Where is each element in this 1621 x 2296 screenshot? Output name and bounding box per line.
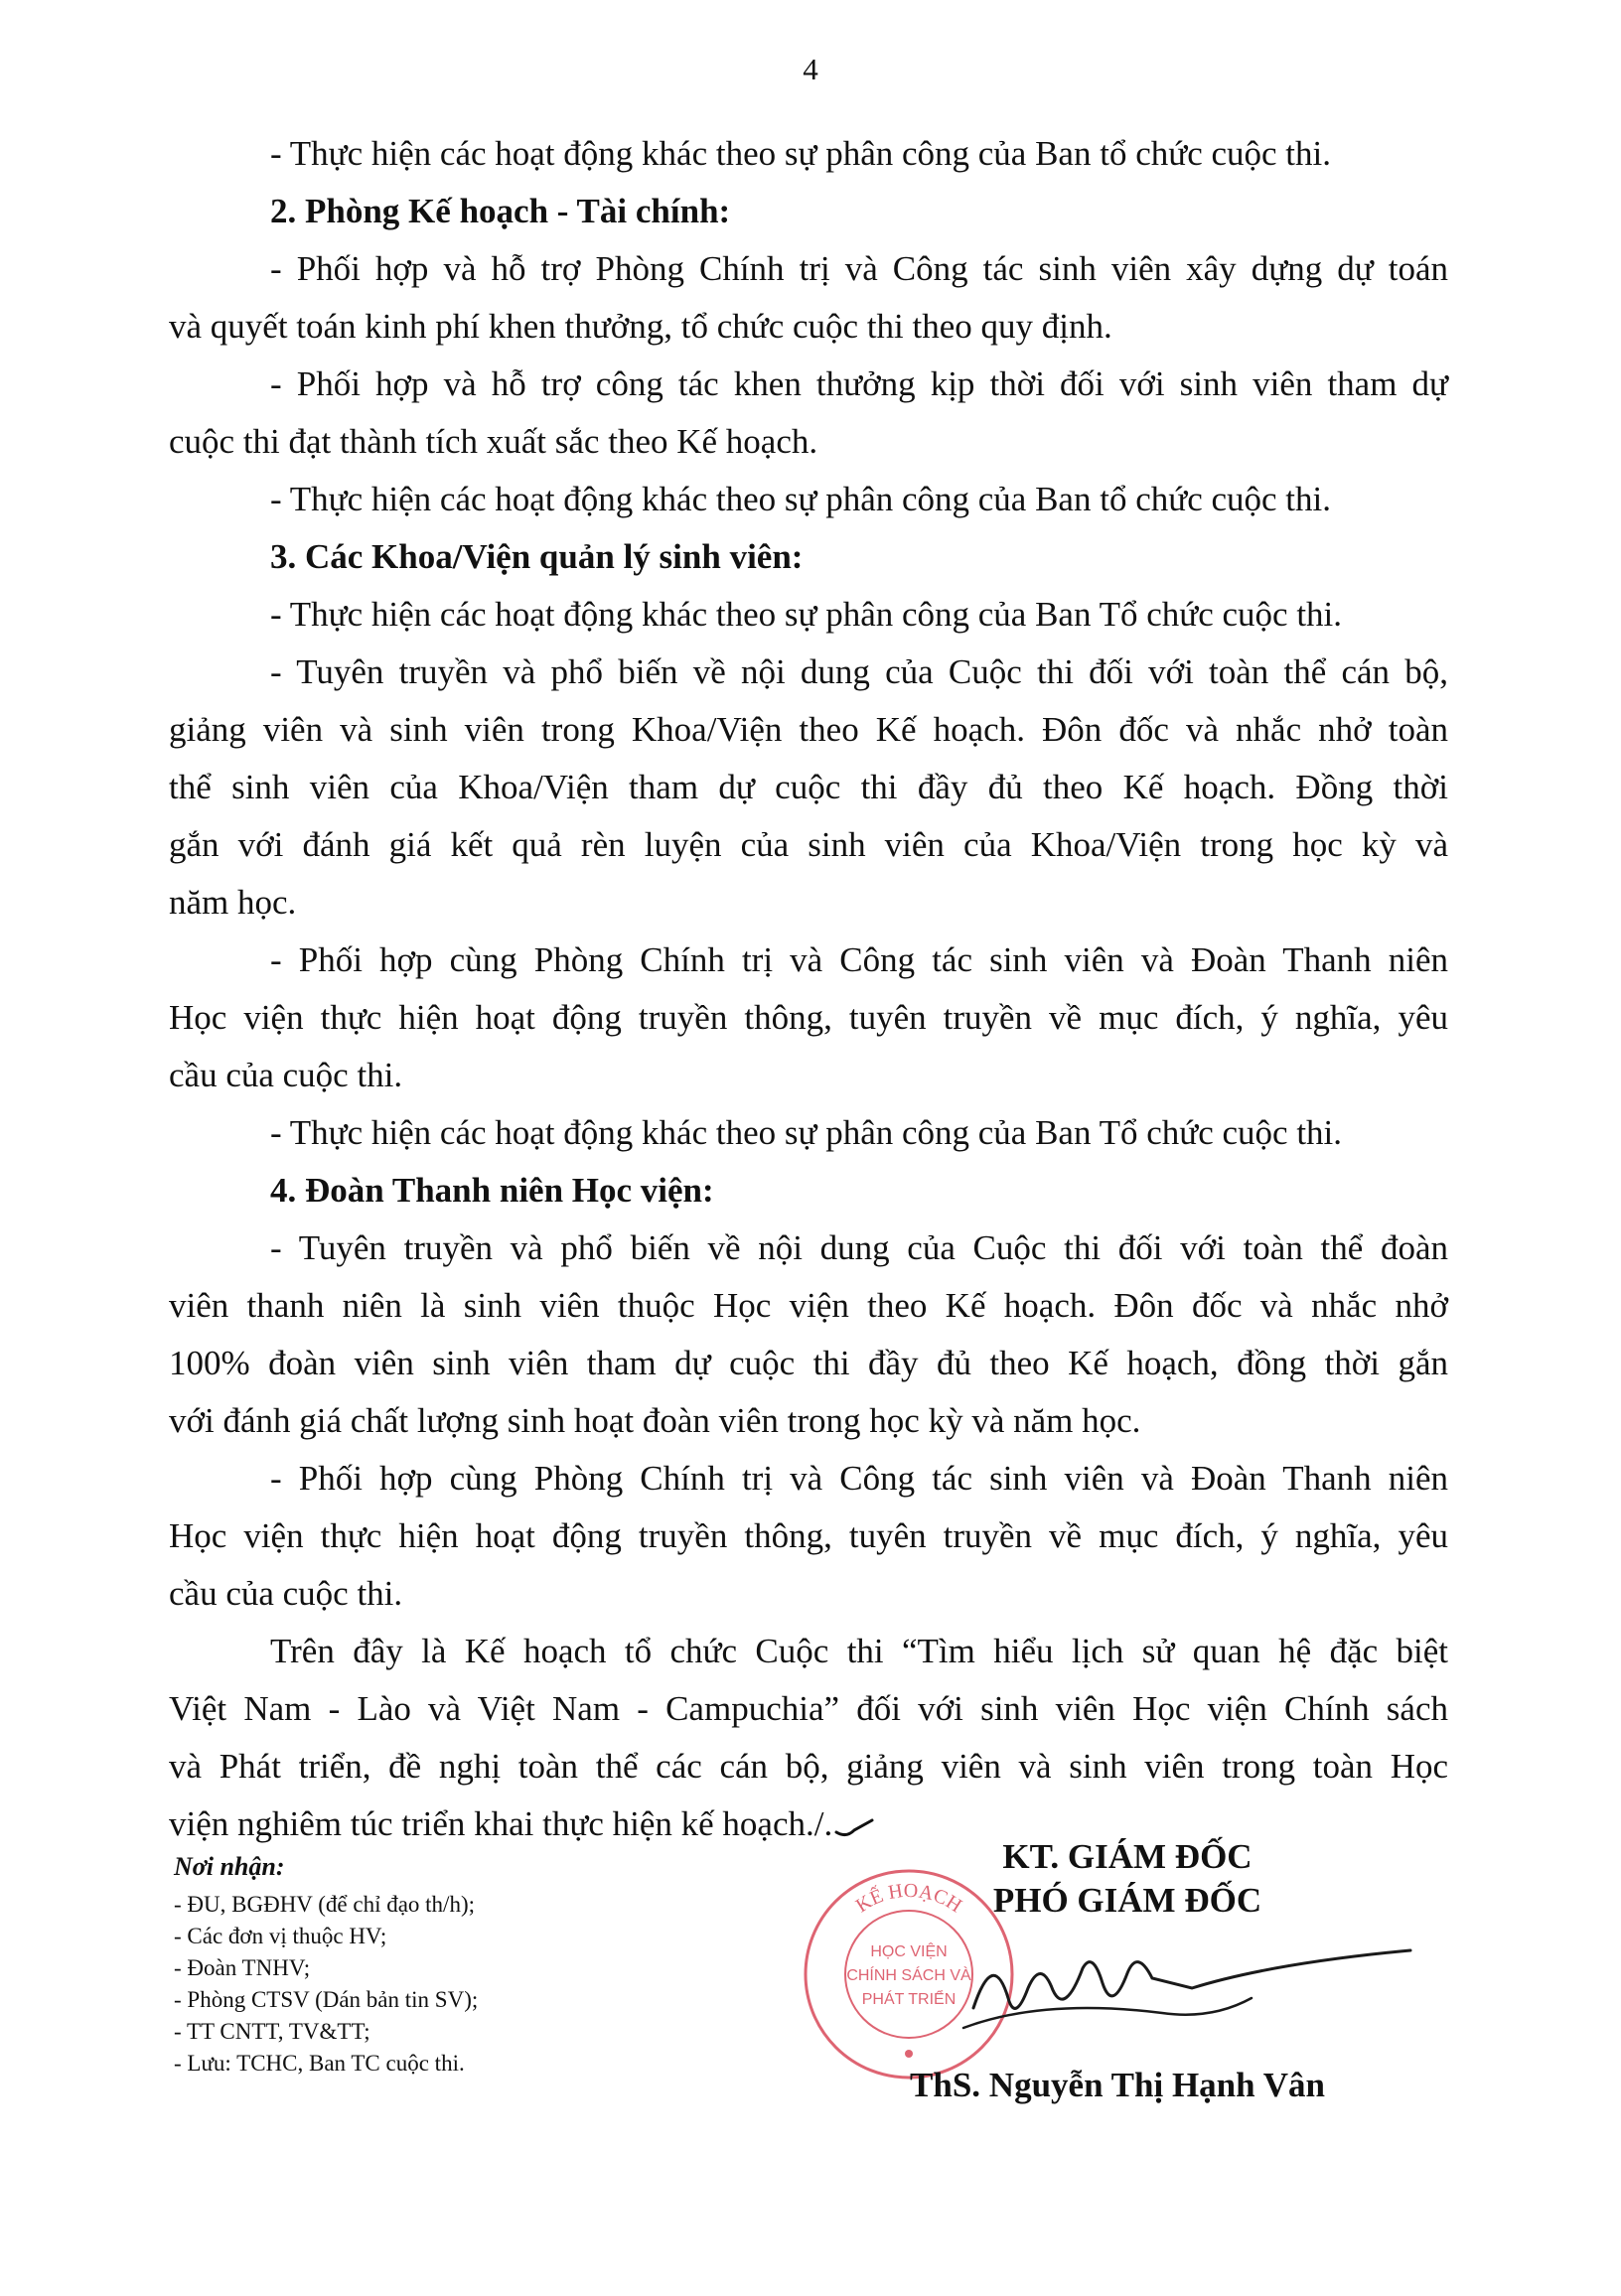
signer-name: ThS. Nguyễn Thị Hạnh Vân xyxy=(910,2066,1325,2104)
recipient-item: - Các đơn vị thuộc HV; xyxy=(174,1924,387,1948)
paragraph-line: - Phối hợp và hỗ trợ công tác khen thưởng kịp thời đối với sinh viên tham dự xyxy=(270,364,1448,403)
paragraph-line: - Phối hợp cùng Phòng Chính trị và Công tác sinh viên và Đoàn Thanh niên xyxy=(270,940,1448,979)
paragraph-line: gắn với đánh giá kết quả rèn luyện của sinh viên của Khoa/Viện trong học kỳ và xyxy=(169,825,1448,864)
recipients-block xyxy=(174,1849,730,2080)
stamp-center-line: CHÍNH SÁCH VÀ xyxy=(846,1967,971,1984)
handwritten-signature xyxy=(954,1929,1420,2048)
signer-title-line2: PHÓ GIÁM ĐỐC xyxy=(992,1881,1262,1920)
stamp-center-line: PHÁT TRIỂN xyxy=(861,1991,957,2008)
paragraph-line: cuộc thi đạt thành tích xuất sắc theo Kế hoạch. xyxy=(169,422,818,461)
paragraph-line: Việt Nam - Lào và Việt Nam - Campuchia” đối với sinh viên Học viện Chính sách xyxy=(169,1689,1448,1728)
recipients-title: Nơi nhận: xyxy=(174,1852,285,1881)
section-heading: 3. Các Khoa/Viện quản lý sinh viên: xyxy=(270,537,804,576)
paragraph-line: - Phối hợp và hỗ trợ Phòng Chính trị và Công tác sinh viên xây dựng dự toán xyxy=(270,249,1448,288)
paragraph-line: - Tuyên truyền và phổ biến về nội dung của Cuộc thi đối với toàn thể đoàn xyxy=(270,1228,1448,1267)
paragraph-line: giảng viên và sinh viên trong Khoa/Viện theo Kế hoạch. Đôn đốc và nhắc nhở toàn xyxy=(169,710,1448,749)
paragraph-line: cầu của cuộc thi. xyxy=(169,1574,403,1613)
handwritten-tick-mark xyxy=(832,1816,876,1838)
paragraph-line: 100% đoàn viên sinh viên tham dự cuộc thi đầy đủ theo Kế hoạch, đồng thời gắn xyxy=(169,1344,1448,1382)
recipient-item: - TT CNTT, TV&TT; xyxy=(174,2019,370,2044)
signature-block xyxy=(775,1837,1470,2135)
signer-title-line1: KT. GIÁM ĐỐC xyxy=(1002,1837,1253,1876)
recipient-item: - ĐU, BGĐHV (để chỉ đạo th/h); xyxy=(174,1892,475,1917)
paragraph-line: và Phát triển, đề nghị toàn thể các cán bộ, giảng viên và sinh viên trong toàn Học xyxy=(169,1747,1448,1786)
paragraph-line: - Thực hiện các hoạt động khác theo sự phân công của Ban tổ chức cuộc thi. xyxy=(270,480,1331,518)
paragraph-line: - Phối hợp cùng Phòng Chính trị và Công tác sinh viên và Đoàn Thanh niên xyxy=(270,1459,1448,1498)
paragraph-line: - Thực hiện các hoạt động khác theo sự phân công của Ban Tổ chức cuộc thi. xyxy=(270,595,1343,634)
paragraph-line: viện nghiêm túc triển khai thực hiện kế hoạch./. xyxy=(169,1795,1448,1853)
paragraph-line: Học viện thực hiện hoạt động truyền thông, tuyên truyền về mục đích, ý nghĩa, yêu xyxy=(169,1516,1448,1555)
stamp-ring-text: KẾ HOẠCH xyxy=(851,1879,966,1918)
paragraph-line: viên thanh niên là sinh viên thuộc Học viện theo Kế hoạch. Đôn đốc và nhắc nhở xyxy=(169,1286,1448,1325)
paragraph-line: Học viện thực hiện hoạt động truyền thông, tuyên truyền về mục đích, ý nghĩa, yêu xyxy=(169,998,1448,1037)
recipient-item: - Phòng CTSV (Dán bản tin SV); xyxy=(174,1987,479,2012)
page-number: 4 xyxy=(803,52,818,86)
section-heading: 2. Phòng Kế hoạch - Tài chính: xyxy=(270,192,731,230)
paragraph-line: và quyết toán kinh phí khen thưởng, tổ chức cuộc thi theo quy định. xyxy=(169,307,1112,346)
paragraph-line: Trên đây là Kế hoạch tổ chức Cuộc thi “Tìm hiểu lịch sử quan hệ đặc biệt xyxy=(270,1632,1448,1670)
recipient-item: - Đoàn TNHV; xyxy=(174,1955,311,1980)
stamp-center-line: HỌC VIỆN xyxy=(870,1943,948,1960)
recipient-item: - Lưu: TCHC, Ban TC cuộc thi. xyxy=(174,2051,465,2076)
document-body xyxy=(169,125,1448,1853)
paragraph-line: với đánh giá chất lượng sinh hoạt đoàn viên trong học kỳ và năm học. xyxy=(169,1401,1141,1440)
paragraph-line: - Tuyên truyền và phổ biến về nội dung của Cuộc thi đối với toàn thể cán bộ, xyxy=(270,652,1448,691)
paragraph-line: - Thực hiện các hoạt động khác theo sự phân công của Ban Tổ chức cuộc thi. xyxy=(270,1113,1343,1152)
paragraph-line: - Thực hiện các hoạt động khác theo sự phân công của Ban tổ chức cuộc thi. xyxy=(270,134,1331,173)
paragraph-line: thể sinh viên của Khoa/Viện tham dự cuộc thi đầy đủ theo Kế hoạch. Đồng thời xyxy=(169,768,1448,806)
paragraph-line: năm học. xyxy=(169,883,297,922)
paragraph-line: cầu của cuộc thi. xyxy=(169,1056,403,1094)
section-heading: 4. Đoàn Thanh niên Học viện: xyxy=(270,1171,714,1210)
